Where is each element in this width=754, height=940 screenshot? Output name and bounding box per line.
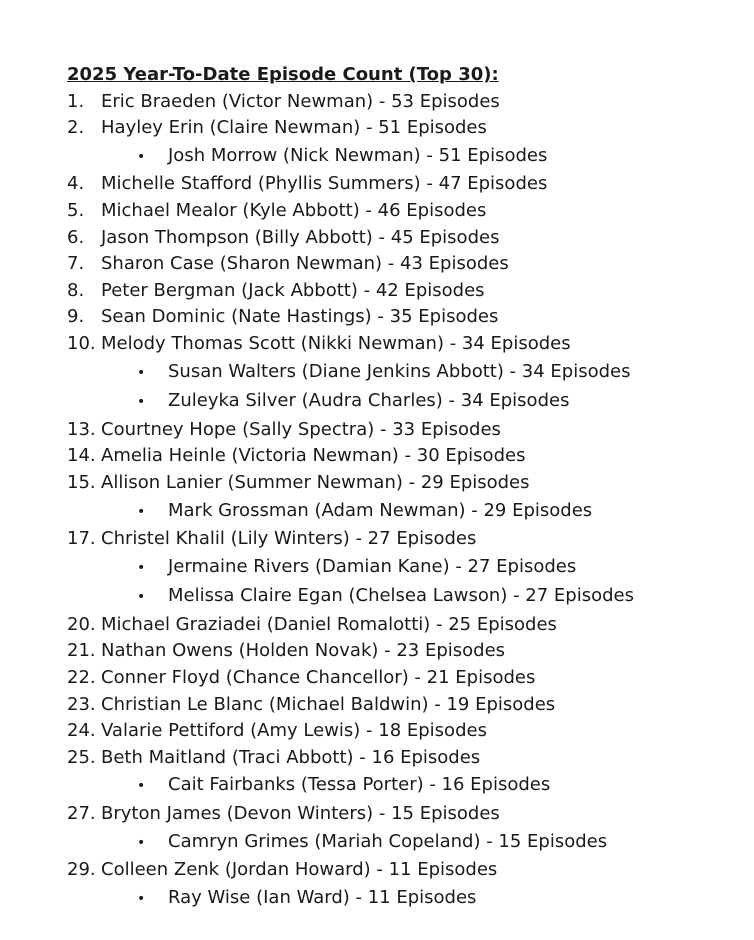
list-item <box>67 745 747 772</box>
list-item-number: 29. <box>67 859 96 881</box>
list-item-text: Eric Braeden (Victor Newman) - 53 Episodes <box>101 90 500 112</box>
list-item-text: Melissa Claire Egan (Chelsea Lawson) - 27 Episodes <box>168 585 634 607</box>
list-item-number: 21. <box>67 640 96 662</box>
list-item-text: Jason Thompson (Billy Abbott) - 45 Episodes <box>101 226 500 248</box>
bullet-icon: • <box>137 589 146 606</box>
sub-list-item <box>67 828 747 858</box>
list-item-text: Christel Khalil (Lily Winters) - 27 Episodes <box>101 528 477 550</box>
list-item <box>67 278 747 305</box>
list-item <box>67 225 747 252</box>
list-item-number: 25. <box>67 746 96 768</box>
list-item <box>67 198 747 225</box>
list-item <box>67 718 747 745</box>
sub-list-item <box>67 497 747 527</box>
bullet-icon: • <box>137 778 146 795</box>
sub-list-item <box>67 358 747 388</box>
list-item-text: Beth Maitland (Traci Abbott) - 16 Episodes <box>101 746 481 768</box>
bullet-icon: • <box>137 559 146 576</box>
bullet-icon: • <box>137 890 146 907</box>
bullet-icon: • <box>137 394 146 411</box>
list-item <box>67 470 747 497</box>
list-item-text: Camryn Grimes (Mariah Copeland) - 15 Episodes <box>168 830 608 852</box>
bullet-icon: • <box>137 834 146 851</box>
list-item <box>67 692 747 719</box>
list-item-number: 23. <box>67 693 96 715</box>
list-item-text: Michael Mealor (Kyle Abbott) - 46 Episodes <box>101 199 487 221</box>
list-item <box>67 638 747 665</box>
list-item-text: Jermaine Rivers (Damian Kane) - 27 Episodes <box>168 555 577 577</box>
list-item-number: 4. <box>67 173 85 195</box>
list-item-text: Zuleyka Silver (Audra Charles) - 34 Episodes <box>168 390 570 412</box>
list-item-text: Mark Grossman (Adam Newman) - 29 Episodes <box>168 499 593 521</box>
list-item-text: Colleen Zenk (Jordan Howard) - 11 Episodes <box>101 859 498 881</box>
list-item-number: 8. <box>67 279 85 301</box>
list-item-number: 13. <box>67 418 96 440</box>
bullet-icon: • <box>137 503 146 520</box>
list-item-text: Peter Bergman (Jack Abbott) - 42 Episodes <box>101 279 485 301</box>
list-item-number: 20. <box>67 613 96 635</box>
sub-list-item <box>67 142 747 172</box>
list-item <box>67 612 747 639</box>
list-item-text: Amelia Heinle (Victoria Newman) - 30 Episodes <box>101 445 526 467</box>
list-item-text: Melody Thomas Scott (Nikki Newman) - 34 Episodes <box>101 332 571 354</box>
list-item <box>67 665 747 692</box>
list-item-text: Josh Morrow (Nick Newman) - 51 Episodes <box>168 144 548 166</box>
bullet-icon: • <box>137 148 146 165</box>
list-item-number: 6. <box>67 226 85 248</box>
list-item-text: Hayley Erin (Claire Newman) - 51 Episodes <box>101 117 487 139</box>
list-item <box>67 171 747 198</box>
list-item-text: Courtney Hope (Sally Spectra) - 33 Episodes <box>101 418 501 440</box>
list-item-number: 27. <box>67 803 96 825</box>
list-item-text: Christian Le Blanc (Michael Baldwin) - 19 Episodes <box>101 693 556 715</box>
list-item-number: 14. <box>67 445 96 467</box>
document-title: 2025 Year-To-Date Episode Count (Top 30): <box>67 64 499 85</box>
list-item-text: Allison Lanier (Summer Newman) - 29 Episodes <box>101 471 530 493</box>
list-item <box>67 526 747 553</box>
list-item <box>67 304 747 331</box>
list-item-text: Conner Floyd (Chance Chancellor) - 21 Episodes <box>101 667 536 689</box>
sub-list-item <box>67 553 747 583</box>
list-item-number: 24. <box>67 720 96 742</box>
list-item <box>67 89 747 116</box>
list-item <box>67 443 747 470</box>
list-item-number: 15. <box>67 471 96 493</box>
list-item-text: Michael Graziadei (Daniel Romalotti) - 25 Episodes <box>101 613 557 635</box>
episode-count-list <box>67 89 747 914</box>
list-item-number: 9. <box>67 306 85 328</box>
sub-list-item <box>67 582 747 612</box>
list-item-text: Ray Wise (Ian Ward) - 11 Episodes <box>168 886 477 908</box>
sub-list-item <box>67 387 747 417</box>
bullet-icon: • <box>137 364 146 381</box>
list-item-text: Cait Fairbanks (Tessa Porter) - 16 Episodes <box>168 774 551 796</box>
list-item-number: 1. <box>67 90 85 112</box>
list-item-text: Sharon Case (Sharon Newman) - 43 Episodes <box>101 253 509 275</box>
list-item <box>67 417 747 444</box>
list-item <box>67 801 747 828</box>
list-item-number: 5. <box>67 199 85 221</box>
list-item-number: 17. <box>67 528 96 550</box>
list-item <box>67 331 747 358</box>
list-item <box>67 115 747 142</box>
list-item-text: Michelle Stafford (Phyllis Summers) - 47 Episodes <box>101 173 548 195</box>
list-item-text: Valarie Pettiford (Amy Lewis) - 18 Episodes <box>101 720 487 742</box>
sub-list-item <box>67 884 747 914</box>
document-body <box>67 62 747 913</box>
list-item-number: 7. <box>67 253 85 275</box>
list-item-text: Nathan Owens (Holden Novak) - 23 Episodes <box>101 640 506 662</box>
list-item-text: Bryton James (Devon Winters) - 15 Episodes <box>101 803 500 825</box>
list-item-text: Susan Walters (Diane Jenkins Abbott) - 34 Episodes <box>168 360 631 382</box>
list-item-number: 10. <box>67 332 96 354</box>
list-item-text: Sean Dominic (Nate Hastings) - 35 Episodes <box>101 306 499 328</box>
list-item-number: 22. <box>67 667 96 689</box>
sub-list-item <box>67 771 747 801</box>
list-item-number: 2. <box>67 117 85 139</box>
list-item <box>67 857 747 884</box>
list-item <box>67 251 747 278</box>
